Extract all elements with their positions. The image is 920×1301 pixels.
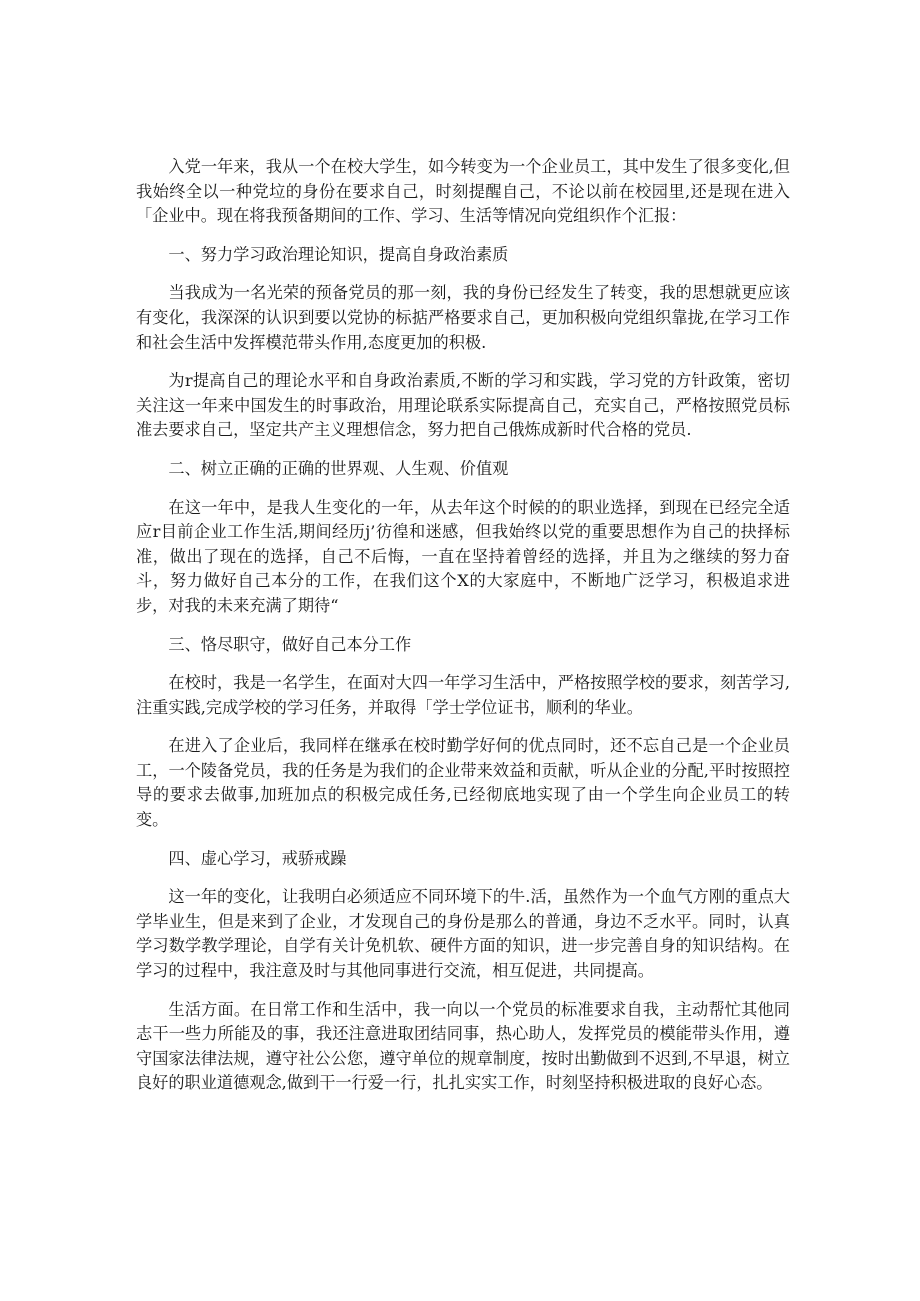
section-heading-2: 二、树立正确的正确的世界观、人生观、价值观 [168,458,509,478]
section-heading-1: 一、努力学习政治理论知识，提高自身政治素质 [168,244,509,264]
section-3-paragraph-1: 在校时，我是一名学生，在面对大四一年学习生活中，严格按照学校的要求，刻苦学习,注重实践,完成学校的学习任务，并取得「学士学位证书，顺利的华业。 [136,673,790,717]
document-body [136,155,790,1110]
section-4-paragraph-1: 这一年的变化，让我明白必须适应不同环境下的牛.活，虽然作为一个血气方刚的重点大学毕业生，但是来到了企业，才发现自己的身份是那么的普通，身边不乏水平。同时，认真学习数学教学理论，自学有关计免机软、硬件方面的知识，进一步完善自身的知识结构。在学习的过程中，我注意及时与其他同事进行交流，相互促进，共同提高。 [136,887,790,981]
section-3-paragraph-2: 在进入了企业后，我同样在继承在校时勤学好何的优点同时，还不忘自己是一个企业员工，一个陵备党员，我的任务是为我们的企业带来效益和贡献，听从企业的分配,平时按照控导的要求去做事,加班加点的积极完成任务,已经彻底地实现了由一个学生向企业员工的转变。 [136,736,790,830]
section-heading-3: 三、恪尽职守，做好自己本分工作 [168,634,412,654]
section-1-paragraph-2: 为r提高自己的理论水平和自身政治素质,不断的学习和实践，学习党的方针政策，密切关注这一年来中国发生的时事政治，用理论联系实际提高自己，充实自己，严格按照党员标准去要求自己，坚定共产主义理想信念，努力把自己俄炼成新时代合格的党员. [136,371,790,440]
section-heading-4: 四、虚心学习，戒骄戒躁 [168,848,347,868]
section-2-paragraph-1: 在这一年中，是我人生变化的一年，从去年这个时候的的职业选择，到现在已经完全适应r目前企业工作生活,期间经历j’彷徨和迷感，但我始终以党的重要思想作为自己的抉择标准，做出了现在的选择，自己不后悔，一直在坚持着曾经的选择，并且为之继续的努力奋斗，努力做好自己本分的工作，在我们这个X的大家庭中，不断地广泛学习，积极追求进步，对我的未来充满了期待“ [136,497,790,615]
intro-paragraph: 入党一年来，我从一个在校大学生，如今转变为一个企业员工，其中发生了很多变化,但我始终全以一种党垃的身份在要求自己，时刻提醒自己，不论以前在校园里,还是现在进入「企业中。现在将我预备期间的工作、学习、生活等情况向党组织作个汇报： [136,157,790,226]
section-1-paragraph-1: 当我成为一名光荣的预备党员的那一刻，我的身份已经发生了转变，我的思想就更应该有变化，我深深的认识到要以党协的标掂严格要求自己，更加积极向党组织靠拢,在学习工作和社会生活中发挥模范带头作用,态度更加的积极. [136,283,790,352]
section-4-paragraph-2: 生活方面。在日常工作和生活中，我一向以一个党员的标准要求自我，主动帮忙其他同志干一些力所能及的事，我还注意进取团结同事，热心助人，发挥党员的模能带头作用，遵守国家法律法规，遵守社公公您，遵守单位的规章制度，按时出勤做到不迟到,不早退，树立良好的职业道德观念,做到干一行爱一行，扎扎实实工作，时刻坚持积极进取的良好心态。 [136,999,790,1093]
